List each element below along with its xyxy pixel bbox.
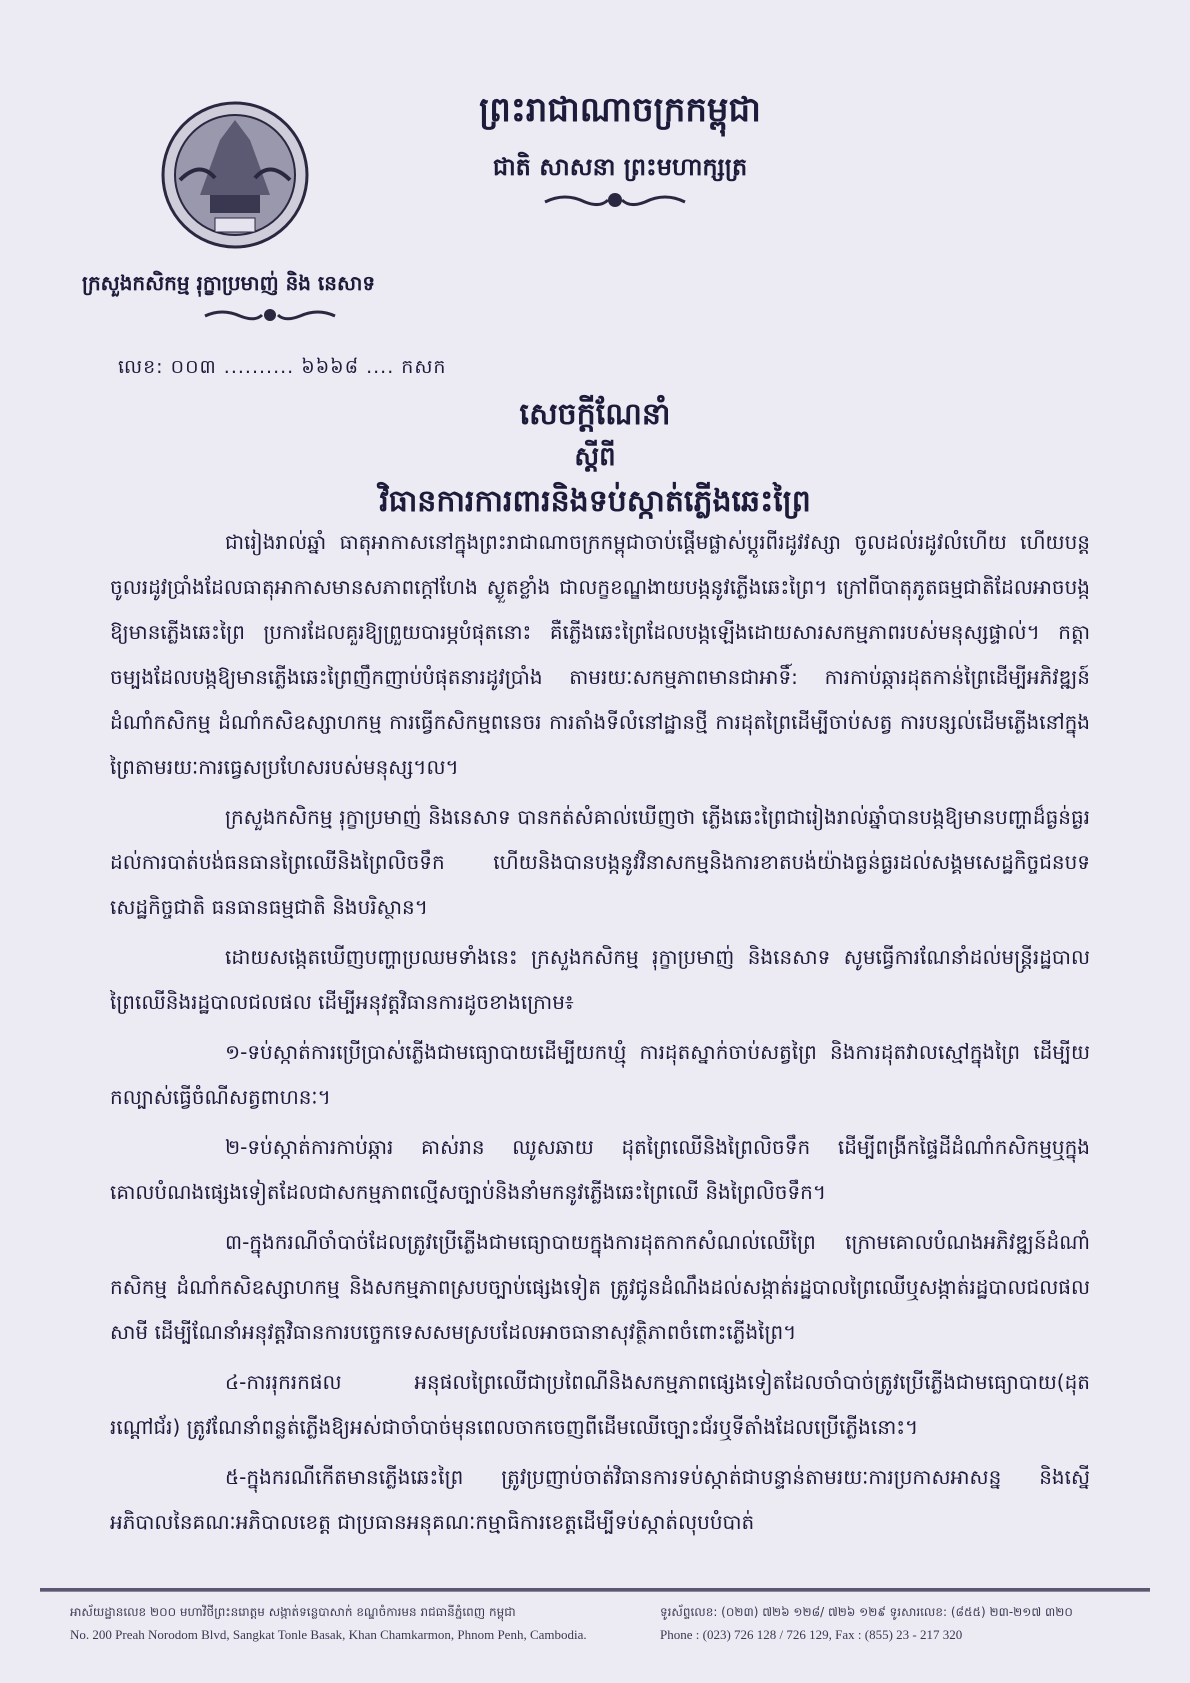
ornament-divider-icon: [200, 306, 340, 324]
footer-address-english: No. 200 Preah Norodom Blvd, Sangkat Tonle Basak, Khan Chamkarmon, Phnom Penh, Cambodia.: [70, 1627, 587, 1642]
document-subtitle: ស្ដីពី: [574, 442, 616, 472]
footer-phone-english: Phone : (023) 726 128 / 726 129, Fax : (855) 23 - 217 320: [660, 1627, 963, 1642]
kingdom-heading: ព្រះរាជាណាចក្រកម្ពុជា: [479, 90, 761, 130]
paragraph: ៤-ការរុករកផល អនុផលព្រៃឈើជាប្រពៃណីនិងសកម្មភាពផ្សេងទៀតដែលចាំបាច់ត្រូវប្រើភ្លើងជាមធ្យោបាយ(ដុតរណ្ដៅជ័រ) ត្រូវណែនាំពន្លត់ភ្លើងឱ្យអស់ជាចាំបាច់មុនពេលចាកចេញពីដើមឈើច្បោះជ័រឬទីតាំងដែលប្រើភ្លើងនោះ។: [110, 1370, 1090, 1439]
national-motto: ជាតិ សាសនា ព្រះមហាក្សត្រ: [492, 153, 748, 181]
document-topic: វិធានការការពារនិងទប់ស្កាត់ភ្លើងឆេះព្រៃ: [379, 484, 811, 519]
footer-divider: [40, 1588, 1150, 1592]
ornament-divider-icon: [540, 190, 690, 210]
footer-address-khmer: អាស័យដ្ឋានលេខ ២០០ មហាវិថីព្រះនរោត្តម សង្កាត់ទន្លេបាសាក់ ខណ្ឌចំការមន រាជធានីភ្នំពេញ កម្ពុជា: [70, 1605, 516, 1619]
document-title: សេចក្ដីណែនាំ: [519, 397, 671, 432]
paragraph: ជារៀងរាល់ឆ្នាំ ធាតុអាកាសនៅក្នុងព្រះរាជាណាចក្រកម្ពុជាចាប់ផ្ដើមផ្លាស់ប្ដូរពីរដូវវស្សា ចូលដល់រដូវលំហើយ ហើយបន្តចូលរដូវប្រាំងដែលធាតុអាកាសមានសភាពក្ដៅហែង ស្ងួតខ្លាំង ជាលក្ខខណ្ឌងាយបង្កនូវភ្លើងឆេះព្រៃ។ ក្រៅពីបាតុភូតធម្មជាតិដែលអាចបង្កឱ្យមានភ្លើងឆេះព្រៃ ប្រការដែលគួរឱ្យព្រួយបារម្ភបំផុតនោះ គឺភ្លើងឆេះព្រៃដែលបង្កឡើងដោយសារសកម្មភាពរបស់មនុស្សផ្ទាល់។ កត្តាចម្បងដែលបង្កឱ្យមានភ្លើងឆេះព្រៃញឹកញាប់បំផុតនារដូវប្រាំង តាមរយៈសកម្មភាពមានជាអាទិ៍: ការកាប់ឆ្ការដុតកាន់ព្រៃដើម្បីអភិវឌ្ឍន៍ដំណាំកសិកម្ម ដំណាំកសិឧស្សាហកម្ម ការធ្វើកសិកម្មពនេចរ ការតាំងទីលំនៅដ្ឋានថ្មី ការដុតព្រៃដើម្បីចាប់សត្វ ការបន្សល់ដើមភ្លើងនៅក្នុងព្រៃតាមរយៈការធ្វេសប្រហែសរបស់មនុស្ស។ល។: [110, 530, 1090, 779]
paragraph: ក្រសួងកសិកម្ម រុក្ខាប្រមាញ់ និងនេសាទ បានកត់សំគាល់ឃើញថា ភ្លើងឆេះព្រៃជារៀងរាល់ឆ្នាំបានបង្កឱ្យមានបញ្ហាដ៏ធ្ងន់ធ្ងរដល់ការបាត់បង់ធនធានព្រៃឈើនិងព្រៃលិចទឹក ហើយនិងបានបង្កនូវវិនាសកម្មនិងការខាតបង់យ៉ាងធ្ងន់ធ្ងរដល់សង្គមសេដ្ឋកិច្ចជនបទ សេដ្ឋកិច្ចជាតិ ធនធានធម្មជាតិ និងបរិស្ថាន។: [110, 805, 1090, 919]
paragraph: ២-ទប់ស្កាត់ការកាប់ឆ្ការ គាស់រាន ឈូសឆាយ ដុតព្រៃឈើនិងព្រៃលិចទឹក ដើម្បីពង្រីកផ្ទៃដីដំណាំកសិកម្មឬក្នុងគោលបំណងផ្សេងទៀតដែលជាសកម្មភាពល្មើសច្បាប់និងនាំមកនូវភ្លើងឆេះព្រៃឈើ និងព្រៃលិចទឹក។: [110, 1135, 1090, 1204]
royal-emblem-icon: [160, 100, 310, 250]
footer-phone-khmer: ទូរស័ព្ទលេខ: (០២៣) ៧២៦ ១២៨/ ៧២៦ ១២៩ ទូរសារលេខ: (៨៥៥) ២៣-២១៧ ៣២០: [660, 1605, 1073, 1619]
paragraph: ១-ទប់ស្កាត់ការប្រើប្រាស់ភ្លើងជាមធ្យោបាយដើម្បីយកឃ្មុំ ការដុតស្នាក់ចាប់សត្វព្រៃ និងការដុតវាលស្មៅក្នុងព្រៃ ដើម្បីយកល្បាស់ធ្វើចំណីសត្វពាហនៈ។: [110, 1040, 1090, 1109]
reference-number: លេខ: ០០៣ .......... ៦៦៦៨ .... កសក: [118, 356, 447, 378]
paragraph: ដោយសង្កេតឃើញបញ្ហាប្រឈមទាំងនេះ ក្រសួងកសិកម្ម រុក្ខាប្រមាញ់ និងនេសាទ សូមធ្វើការណែនាំដល់មន្ត្រីរដ្ឋបាលព្រៃឈើនិងរដ្ឋបាលជលផល ដើម្បីអនុវត្តវិធានការដូចខាងក្រោម៖: [110, 945, 1090, 1014]
document-body: [110, 520, 1090, 1550]
ministry-name: ក្រសួងកសិកម្ម រុក្ខាប្រមាញ់ និង នេសាទ: [82, 271, 376, 295]
paragraph: ៥-ក្នុងករណីកើតមានភ្លើងឆេះព្រៃ ត្រូវប្រញាប់ចាត់វិធានការទប់ស្កាត់ជាបន្ទាន់តាមរយៈការប្រកាសអាសន្ន និងស្នើអភិបាលនៃគណៈអភិបាលខេត្ត ជាប្រធានអនុគណៈកម្មាធិការខេត្តដើម្បីទប់ស្កាត់លុបបំបាត់: [110, 1465, 1090, 1534]
paragraph: ៣-ក្នុងករណីចាំបាច់ដែលត្រូវប្រើភ្លើងជាមធ្យោបាយក្នុងការដុតកាកសំណល់ឈើព្រៃ ក្រោមគោលបំណងអភិវឌ្ឍន៍ដំណាំកសិកម្ម ដំណាំកសិឧស្សាហកម្ម និងសកម្មភាពស្របច្បាប់ផ្សេងទៀត ត្រូវជូនដំណឹងដល់សង្កាត់រដ្ឋបាលព្រៃឈើឬសង្កាត់រដ្ឋបាលជលផលសាមី ដើម្បីណែនាំអនុវត្តវិធានការបច្ចេកទេសសមស្របដែលអាចធានាសុវត្ថិភាពចំពោះភ្លើងព្រៃ។: [110, 1230, 1090, 1344]
